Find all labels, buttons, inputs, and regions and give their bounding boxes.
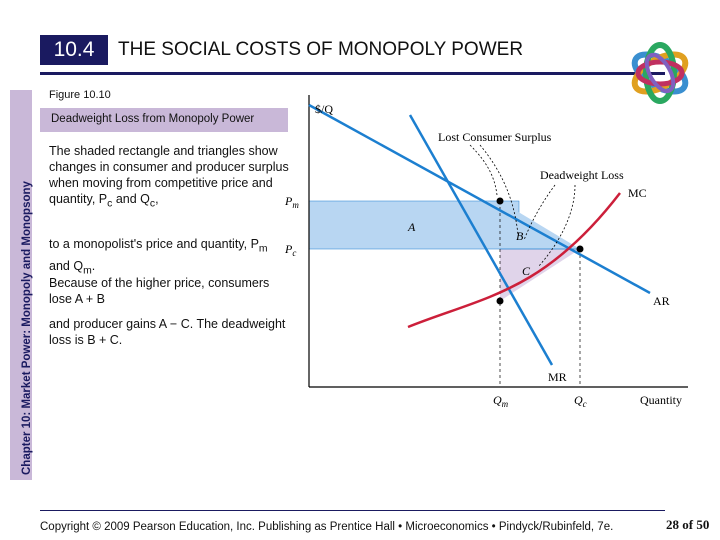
- monopoly-point: [497, 198, 504, 205]
- dwl-annotation: Deadweight Loss: [540, 168, 624, 182]
- paragraph-deadweight-loss: and producer gains A − C. The deadweight loss is B + C.: [49, 317, 286, 347]
- paragraph-surplus-changes: The shaded rectangle and triangles show changes in consumer and producer surplus when moving from competitive price and quantity, $P_c$ and $Q_c$,: [49, 144, 289, 210]
- section-number-badge: [40, 35, 108, 65]
- header-rule: [40, 72, 665, 75]
- figure-label: Figure 10.10: [49, 89, 111, 101]
- chapter-label: Chapter 10: Market Power: Monopoly and Monopsony: [21, 181, 33, 475]
- pm-label: $P_m$: [285, 194, 299, 210]
- pc-label: $P_c$: [285, 242, 297, 258]
- paragraph-monopolist: to a monopolist's price and quantity, $P_m$ and $Q_m$.: [49, 237, 268, 276]
- ar-label: AR: [653, 294, 670, 308]
- mr-mc-point: [497, 298, 504, 305]
- qm-label: $Q_m$: [493, 393, 509, 409]
- mr-label: MR: [548, 370, 567, 384]
- figure-caption: Deadweight Loss from Monopoly Power: [51, 113, 255, 125]
- competitive-point: [577, 246, 584, 253]
- region-a-label: A: [408, 220, 416, 234]
- page-number: 28 of 50: [666, 517, 710, 532]
- region-b-label: B: [516, 229, 524, 243]
- slide-title: THE SOCIAL COSTS OF MONOPOLY POWER: [118, 39, 524, 60]
- paragraph-consumer-loss: Because of the higher price, consumers lose A + B: [49, 276, 270, 306]
- footer-rule: [40, 510, 665, 511]
- mc-label: MC: [628, 186, 647, 200]
- qc-label: $Q_c$: [574, 393, 587, 409]
- lost-cs-annotation: Lost Consumer Surplus: [438, 130, 552, 144]
- lost-cs-arrow: [470, 145, 497, 195]
- x-axis-label: Quantity: [640, 393, 682, 407]
- monopoly-diagram: [285, 95, 710, 415]
- region-c-label: C: [522, 264, 531, 278]
- footer-copyright: Copyright © 2009 Pearson Education, Inc. Publishing as Prentice Hall • Microeconomics • Pindyck/Rubinfeld, 7e.: [40, 521, 614, 533]
- y-axis-label: $/Q: [315, 102, 333, 116]
- section-number: 10.4: [53, 38, 95, 61]
